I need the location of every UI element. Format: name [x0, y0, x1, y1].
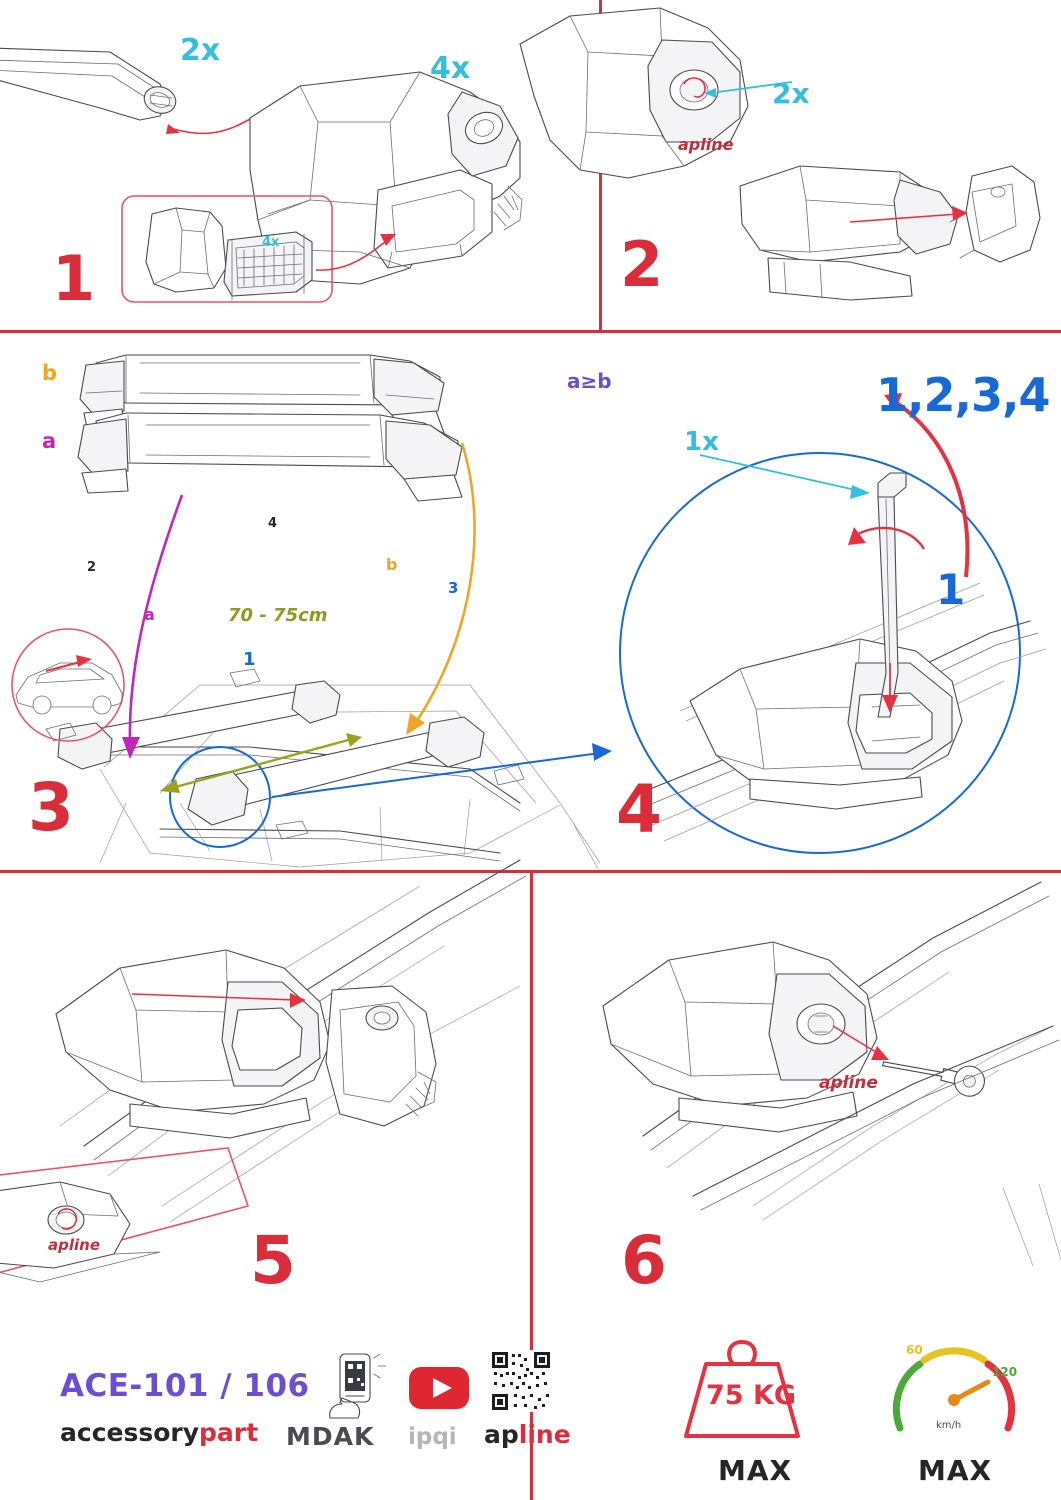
- weight-limit-value: 75 KG: [706, 1380, 797, 1411]
- brand-accessorypart-part1: accessory: [60, 1418, 200, 1447]
- torque-step-label: 1: [936, 565, 966, 614]
- step-6-panel: [533, 876, 1061, 1326]
- label-distance: 70 - 75cm: [228, 605, 328, 626]
- footer: [0, 1330, 1061, 1500]
- step-3-panel: [0, 333, 620, 870]
- step-5-panel: [0, 876, 530, 1326]
- step-1-qty-4x: 4x: [430, 51, 471, 86]
- youtube-icon[interactable]: [408, 1366, 470, 1410]
- condition-ab: a≥b: [567, 369, 612, 393]
- step-1-number: 1: [52, 242, 95, 315]
- label-path-b: b: [386, 555, 398, 574]
- qr-code-icon: [490, 1350, 552, 1412]
- svg-text:km/h: km/h: [936, 1420, 962, 1431]
- product-code: ACE-101 / 106: [60, 1368, 310, 1404]
- label-foot-2: 2: [87, 560, 97, 575]
- step-4-qty-1x: 1x: [684, 427, 719, 457]
- brand-apline-part2: line: [518, 1420, 571, 1449]
- svg-text:4x: 4x: [262, 235, 280, 250]
- label-foot-3: 3: [448, 579, 459, 597]
- step-4-number: 4: [616, 771, 661, 848]
- step-4-panel: [560, 333, 1061, 870]
- speed-limit-icon: [884, 1330, 1024, 1450]
- step-2-number: 2: [620, 228, 663, 301]
- step-3-illustration: [0, 333, 620, 870]
- tighten-sequence: 1,2,3,4: [876, 368, 1050, 422]
- label-foot-1: 1: [243, 649, 256, 670]
- svg-text:60: 60: [906, 1343, 923, 1357]
- step-1-panel: [0, 0, 599, 330]
- label-path-a: a: [144, 605, 155, 624]
- brand-accessorypart: [60, 1418, 258, 1447]
- speed-limit-max-label: MAX: [918, 1454, 993, 1487]
- label-bar-a: a: [42, 429, 57, 453]
- step-2-panel: [600, 0, 1061, 330]
- step-3-number: 3: [28, 769, 73, 846]
- label-foot-4: 4: [268, 516, 278, 531]
- step-1-qty-2x: 2x: [180, 33, 221, 68]
- brand-apline: [484, 1420, 571, 1449]
- brand-mdak: MDAK: [286, 1422, 375, 1451]
- qr-phone-icon: [318, 1352, 390, 1420]
- step-2-illustration: [600, 0, 1061, 330]
- svg-text:120: 120: [992, 1365, 1018, 1379]
- svg-text:apline: apline: [48, 1236, 100, 1254]
- step-6-illustration: [533, 876, 1061, 1326]
- label-bar-b: b: [42, 361, 58, 385]
- step-6-number: 6: [621, 1222, 666, 1299]
- svg-text:apline: apline: [819, 1073, 878, 1093]
- weight-limit-max-label: MAX: [718, 1454, 793, 1487]
- step-2-qty-2x: 2x: [772, 77, 810, 110]
- brand-accessorypart-part2: part: [199, 1418, 259, 1447]
- brand-ipqi: ipqi: [408, 1424, 457, 1450]
- step-5-number: 5: [250, 1222, 295, 1299]
- svg-text:apline: apline: [678, 135, 734, 154]
- brand-apline-part1: ap: [484, 1420, 519, 1449]
